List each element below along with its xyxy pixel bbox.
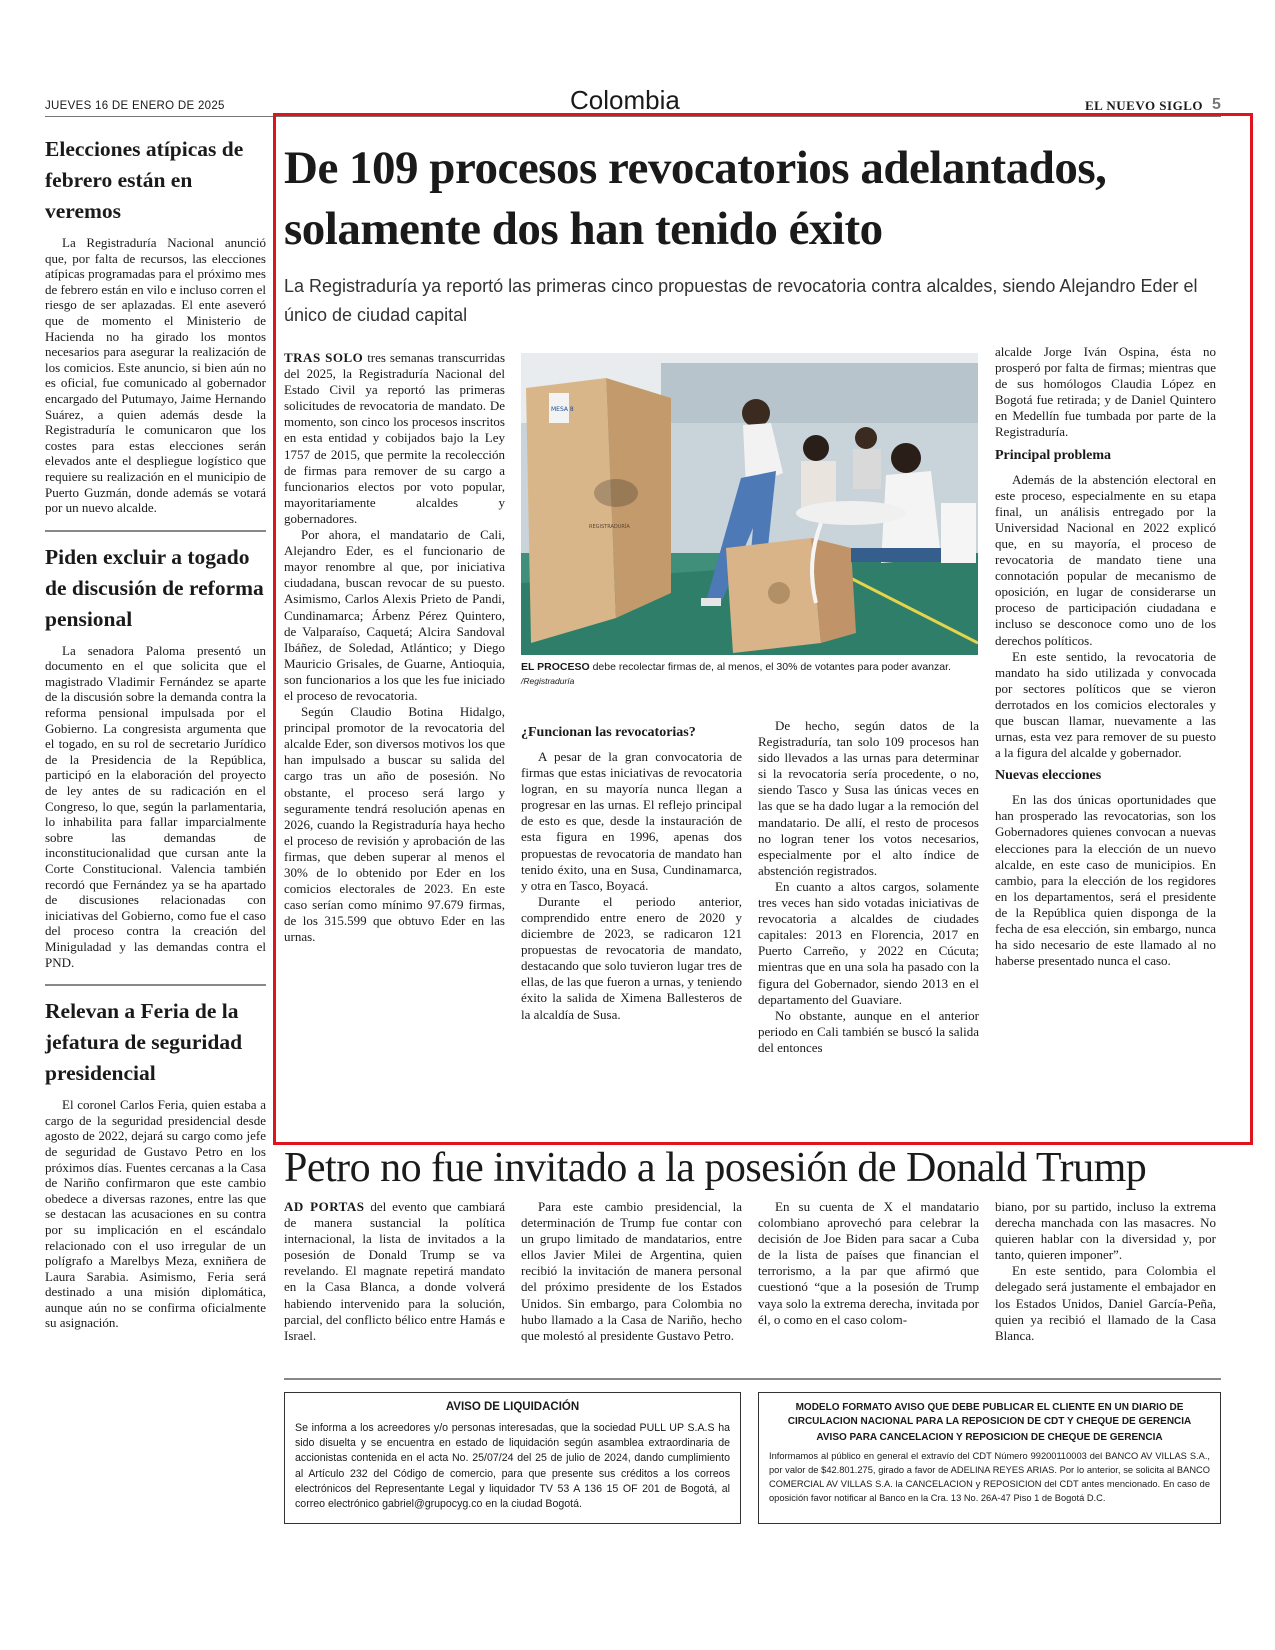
paragraph: Para este cambio presidencial, la determinación de Trump fue contar con un grupo limitado de mandatarios, entre ellos Javier Milei de Argentina, quien recibió la invitación de manera personal del próximo presidente de los Estados Unidos. Sin embargo, para Colombia no hubo llamado a la Casa de Nariño, hecho que molestó al presidente Gustavo Petro. bbox=[521, 1199, 742, 1343]
paragraph: De hecho, según datos de la Registraduría, tan solo 109 procesos han sido llevados a las urnas para determinar si la revocatoria sería procedente, o no, siendo Tasco y Susa las únicas veces en las que se ha dado lugar a la remoción del mandatario. De allí, el resto de procesos no logran tener los votos necesarios, especialmente por el alto índice de abstención registrados. bbox=[758, 718, 979, 878]
main-deck: La Registraduría ya reportó las primeras cinco propuestas de revocatoria contra alcaldes, siendo Alejandro Eder el único de ciudad capital bbox=[284, 276, 1198, 325]
subhead: Principal problema bbox=[995, 447, 1112, 463]
subhead: Nuevas elecciones bbox=[995, 768, 1102, 784]
liquidation-notice bbox=[284, 1392, 741, 1524]
caption-credit: /Registraduría bbox=[521, 676, 575, 686]
main-headline: De 109 procesos revocatorios adelantados, solamente dos han tenido éxito bbox=[284, 142, 1107, 255]
notice-body: Informamos al público en general el extravío del CDT Número 99200110003 del BANCO AV VILLAS S.A., por valor de $42.801.275, girado a favor de ADELINA REYES ARIAS. Por lo anterior, se solicita al BANCO COMERCIAL AV VILLAS S.A. la CANCELACION y REPOSICION del CDT antes mencionado. En caso de oposición favor notificar al Banco en la Cra. 13 No. 26A-47 Piso 1 de Bogotá D.C. bbox=[769, 1451, 1210, 1503]
brief-divider bbox=[45, 530, 266, 532]
paragraph: Durante el periodo anterior, comprendido entre enero de 2020 y diciembre de 2023, se radicaron 121 propuestas de revocatoria de mandato, destacando que solo tuvieron lugar tres de ellas, de las que fueron a urnas, y teniendo éxito la salida de Ximena Ballesteros de la alcaldía de Susa. bbox=[521, 893, 742, 1022]
brief-body: La Registraduría Nacional anunció que, por falta de recursos, las elecciones atípicas programadas para el próximo mes de febrero están en vilo e incluso corren el riesgo de ser aplazadas. El ente aseveró que de momento el Ministerio de Hacienda no ha girado los montos necesarios para asegurar la realización de los comicios. Este anuncio, si bien aún no es oficial, fue comunicado al gobernador encargado del Putumayo, Jaime Hernando Suárez, a quien además desde la Registraduría le comunicaron que los costes para estas elecciones serán elevados ante el despliegue logístico que requiere su realización en el municipio de Puerto Guzmán, donde además se votará por un nuevo alcalde. bbox=[45, 235, 266, 516]
brief-divider bbox=[45, 984, 266, 986]
trump-column-3 bbox=[758, 1199, 979, 1328]
cdt-notice bbox=[758, 1392, 1221, 1524]
notice-title: MODELO FORMATO AVISO QUE DEBE PUBLICAR EL CLIENTE EN UN DIARIO DE CIRCULACION NACIONAL PARA LA REPOSICION DE CDT Y CHEQUE DE GERENCIA bbox=[787, 1402, 1192, 1427]
subhead: ¿Funcionan las revocatorias? bbox=[521, 725, 696, 740]
brief-body: La senadora Paloma presentó un documento en el que solicita que el magistrado Vladimir Fernández se aparte de la discusión sobre la demanda contra la reforma pensional impulsada por el Gobierno. La congresista argumenta que el togado, en su rol de secretario Jurídico de la Presidencia de la República, participó en la elaboración del proyecto de ley antes de su radicación en el Congreso, lo que, según la parlamentaria, lo inhabilita para fallar imparcialmente sobre las demandas de inconstitucionalidad que cursan ante la Corte Constitucional. Valencia también recordó que Fernández ya se ha apartado de discusiones relacionadas con iniciativas del Gobierno, como fue el caso del proceso contra la creación del Miniguladad y las demandas contra el PND. bbox=[45, 642, 266, 970]
trump-headline: Petro no fue invitado a la posesión de Donald Trump bbox=[284, 1145, 1147, 1191]
paragraph: No obstante, aunque en el anterior periodo en Cali también se buscó la salida del entonces bbox=[758, 1007, 979, 1055]
brief-story bbox=[45, 542, 266, 970]
caption-lead: EL PROCESO bbox=[521, 661, 590, 673]
lead-words: AD PORTAS bbox=[284, 1199, 365, 1214]
issue-date: JUEVES 16 DE ENERO DE 2025 bbox=[45, 100, 225, 112]
trump-column-4 bbox=[995, 1199, 1216, 1344]
paragraph: En su cuenta de X el mandatario colombiano aprovechó para celebrar la decisión de Joe Biden para sacar a Cuba de la lista de países que financian el terrorismo, a la par que afirmó que cuestionó “que a la posesión de Trump vaya solo la extrema derecha, invitada por él, o como en el caso colom- bbox=[758, 1199, 979, 1327]
paragraph: A pesar de la gran convocatoria de firmas que estas iniciativas de revocatoria logran, en su mayoría nunca llegan a progresar en las urnas. El reflejo principal de esto es que, desde la instauración de esta figura en 1996, apenas dos propuestas de revocatoria de mandato han tenido éxito, una en Susa, Cundinamarca, y otra en Tasco, Boyacá. bbox=[521, 749, 742, 893]
paragraph: En este sentido, para Colombia el delegado será justamente el embajador en los Estados Unidos, Daniel García-Peña, quien ya recibió el llamado de la Casa Blanca. bbox=[995, 1263, 1216, 1343]
trump-column-2 bbox=[521, 1199, 742, 1344]
brief-title: Piden excluir a togado de discusión de reforma pensional bbox=[45, 544, 264, 631]
main-column-3 bbox=[758, 718, 979, 1056]
paragraph: Según Claudio Botina Hidalgo, principal promotor de la revocatoria del alcalde Eder, son diversos motivos los que han impulsado a buscar su salida del cargo tras un año de posesión. No obstante, el proceso será largo y seguramente tendrá resolución apenas en 2026, cuando la Registraduría haya hecho el proceso de revisión y aprobación de las firmas, que deben superar al menos el 30% de lo obtenido por Eder en los comicios electorales de 2023. En este caso serían como mínimo 97.679 firmas, de los 315.599 que obtuvo Eder en las urnas. bbox=[284, 704, 505, 945]
sidebar-briefs bbox=[45, 134, 266, 1345]
paragraph: alcalde Jorge Iván Ospina, ésta no prosperó por falta de firmas; mientras que de sus homólogos Claudia López en Bogotá fue retirada; y de Daniel Quintero en Medellín fue tumbada por parte de la Registraduría. bbox=[995, 344, 1216, 440]
caption-text: debe recolectar firmas de, al menos, el 30% de votantes para poder avanzar. bbox=[589, 661, 951, 673]
main-column-4 bbox=[995, 344, 1216, 969]
page-number: 5 bbox=[1212, 96, 1221, 113]
main-column-1 bbox=[284, 350, 505, 945]
brief-title: Relevan a Feria de la jefatura de seguridad presidencial bbox=[45, 999, 243, 1086]
notice-title: AVISO DE LIQUIDACIÓN bbox=[445, 1401, 580, 1413]
booth-label: REGISTRADURÍA bbox=[589, 524, 630, 530]
brief-story bbox=[45, 996, 266, 1331]
paragraph: En las dos únicas oportunidades que han prosperado las revocatorias, son los Gobernadores quienes convocan a nuevas elecciones para la elección de un nuevo alcalde, en este caso de municipios. En cambio, para la elección de los regidores en los departamentos, será el presidente de la República quien disponga de la fecha de esa elección, sin embargo, nunca ha sido necesario de este llamado al no haberse presentado nunca el caso. bbox=[995, 792, 1216, 969]
trump-column-1 bbox=[284, 1199, 505, 1344]
lead-paragraph bbox=[284, 350, 505, 527]
masthead-logo: EL NUEVO SIGLO bbox=[1085, 98, 1203, 113]
notice-divider bbox=[284, 1378, 1221, 1380]
lead-text: tres semanas transcurridas del 2025, la Registraduría Nacional del Estado Civil ya reportó las primeras solicitudes de revocatoria de mandato. De momento, son cinco los procesos inscritos en esta entidad y cobijados bajo la Ley 1757 de 2015, que permite la recolección de firmas para remover de su cargo a funcionarios electos por voto popular, mayoritariamente alcaldes y gobernadores. bbox=[284, 350, 506, 526]
paragraph: En este sentido, la revocatoria de mandato ha sido utilizada y convocada por sectores políticos que se vieron derrotados en los comicios electorales y que buscan llamar, nuevamente a las urnas, esta vez para remover de su puesto a la figura del alcalde y gobernador. bbox=[995, 648, 1216, 761]
notice-subtitle: AVISO PARA CANCELACION Y REPOSICION DE CHEQUE DE GERENCIA bbox=[816, 1432, 1163, 1443]
section-title: Colombia bbox=[570, 85, 680, 115]
lead-paragraph bbox=[284, 1199, 505, 1344]
paragraph: Por ahora, el mandatario de Cali, Alejandro Eder, es el funcionario de mayor renombre al que, por iniciativa ciudadana, buscan revocar de su puesto. Asimismo, Carlos Alexis Prieto de Pandi, Cundinamarca; Árbenz Pérez Quintero, de Valparaíso, Caquetá; Alcira Sandoval Ibáñez, de Soledad, Atlántico; y Diego Mauricio Grisales, de Guarne, Antioquia, son funcionarios a los que les fue iniciado el proceso de revocatoria. bbox=[284, 527, 505, 703]
notice-body: Se informa a los acreedores y/o personas interesadas, que la sociedad PULL UP S.A.S ha sido disuelta y se encuentra en estado de liquidación según asamblea extraordinaria de accionistas contenida en el acta No. 25/07/24 del 25 de julio de 2024, dando cumplimiento al Artículo 232 del Código de comercio, para que presente sus créditos a los correos electrónicos del Representante Legal y liquidador TV 53 A 136 15 OF 201 de Bogotá, al correo electrónico gabriel@grupocyg.co en la ciudad Bogotá. bbox=[295, 1422, 730, 1511]
article-photo bbox=[521, 353, 978, 655]
brief-story bbox=[45, 134, 266, 516]
lead-text: del evento que cambiará de manera sustancial la política internacional, la lista de invitados a la posesión de Donald Trump se va revelando. El magnate repetirá mandato en la Casa Blanca, a donde volverá habiendo intervenido para la solución, parcial, del conflicto bélico entre Hamás e Israel. bbox=[284, 1199, 506, 1343]
lead-words: TRAS SOLO bbox=[284, 350, 364, 365]
main-column-2 bbox=[521, 718, 742, 1023]
booth-sign: MESA 8 bbox=[551, 406, 574, 413]
brief-body: El coronel Carlos Feria, quien estaba a cargo de la seguridad presidencial desde agosto de 2022, dejará su cargo como jefe de seguridad de Gustavo Petro en los próximos días. Fuentes cercanas a la Casa de Nariño confirmaron que este cambio obedece a diversas razones, entre las que se destacan las acusaciones en su contra por su implicación en el escándalo relacionado con el uso irregular de un polígrafo a Marelbys Meza, exniñera de Laura Sarabia. Asimismo, Feria será destinado a una misión diplomática, aunque aún no se confirma oficialmente su asignación. bbox=[45, 1097, 266, 1331]
paragraph: En cuanto a altos cargos, solamente tres veces han sido votadas iniciativas de revocatoria a alcaldes de ciudades capitales: 2013 en Florencia, 2017 en Puerto Carreño, y 2022 en Cúcuta; mientras que en una sola ha pasado con la figura del Gobernador, siendo 2013 en el departamento del Guaviare. bbox=[758, 878, 979, 1007]
brief-title: Elecciones atípicas de febrero están en veremos bbox=[45, 137, 244, 223]
voting-scene-illustration bbox=[521, 353, 978, 655]
paragraph: biano, por su partido, incluso la extrema derecha manchada con las masacres. No quieren hablar con la diversidad y, por tanto, quieren imponer”. bbox=[995, 1199, 1216, 1263]
photo-caption bbox=[521, 660, 978, 688]
paragraph: Además de la abstención electoral en este proceso, especialmente en su etapa final, un análisis entregado por la Universidad Nacional en 2022 explicó que, en su mayoría, el proceso de revocatoria de mandato tiene una connotación popular de mecanismo de oposición, en lugar de considerarse un proceso de participación ciudadana e incluso se desconoce como uno de los derechos políticos. bbox=[995, 471, 1216, 648]
